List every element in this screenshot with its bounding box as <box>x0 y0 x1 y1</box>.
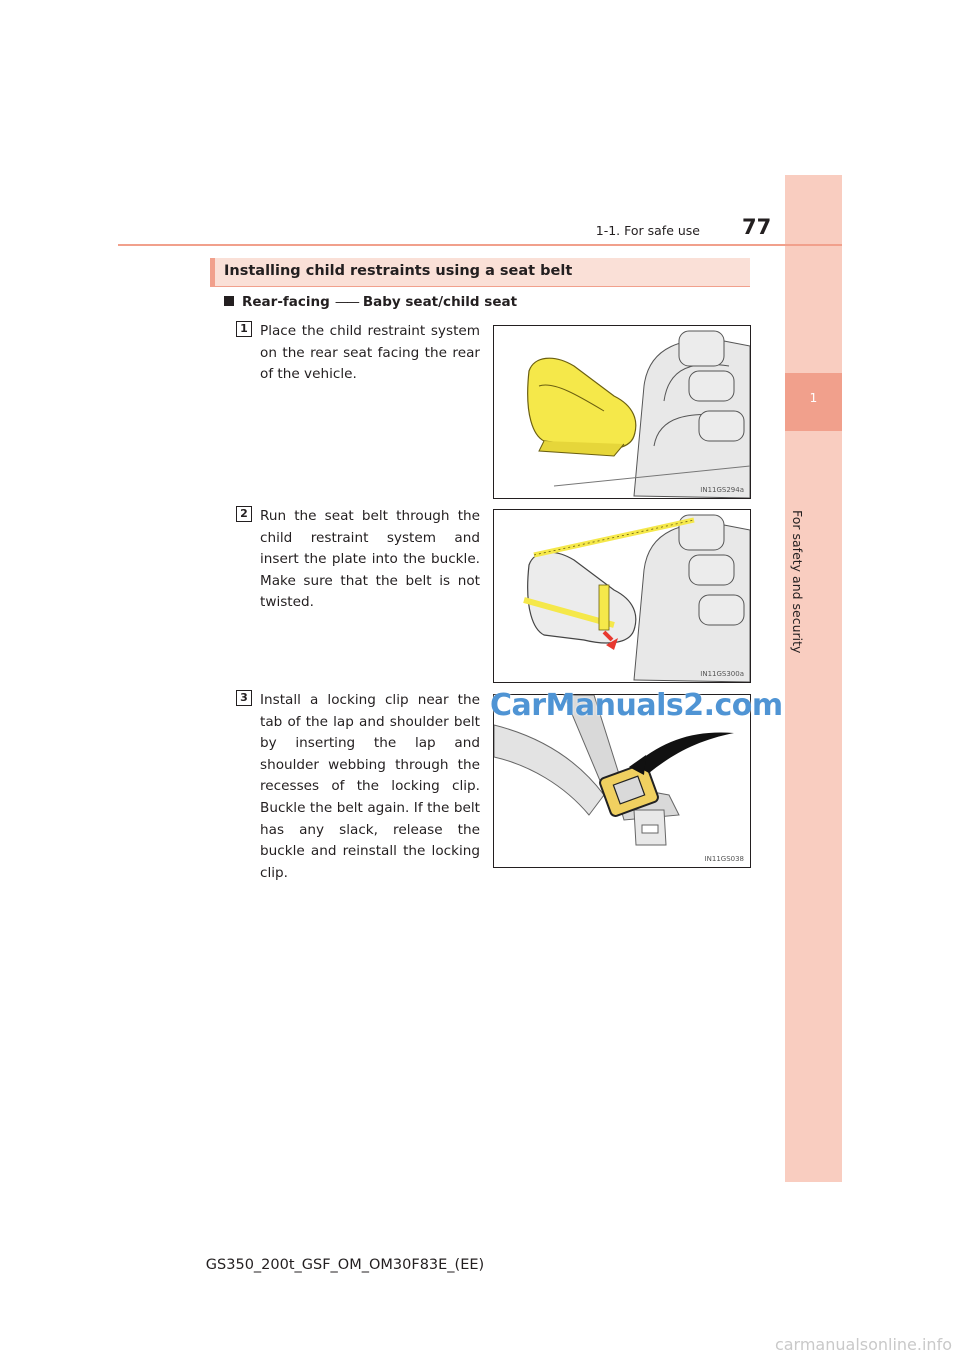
subheading <box>224 294 517 310</box>
footer-doc-code: GS350_200t_GSF_OM_OM30F83E_(EE) <box>205 1257 485 1273</box>
step-number-1: 1 <box>236 321 252 337</box>
subheading-dash: —— <box>334 294 358 310</box>
figure-code-2: IN11GS300a <box>700 670 744 678</box>
step-number-2: 2 <box>236 506 252 522</box>
header-section: 1-1. For safe use <box>595 223 700 238</box>
section-bar <box>210 258 750 287</box>
subheading-right: Baby seat/child seat <box>362 294 518 310</box>
figure-code-3: IN11GS038 <box>704 855 744 863</box>
chapter-title: For safety and security <box>790 510 805 654</box>
step-text-1: Place the child restraint system on the rear seat facing the rear of the vehicle. <box>260 323 480 383</box>
watermark-bottom: carmanualsonline.info <box>774 1335 952 1354</box>
chapter-number: 1 <box>809 391 818 405</box>
figure-step-1 <box>493 325 751 499</box>
step-number-3: 3 <box>236 690 252 706</box>
child-seat-illustration <box>494 326 750 498</box>
subheading-left: Rear-facing <box>242 294 330 310</box>
header-rule <box>118 244 842 246</box>
square-bullet-icon <box>224 296 234 306</box>
watermark-top: CarManuals2.com <box>490 688 783 723</box>
seat-belt-illustration <box>494 510 750 682</box>
side-strip <box>785 175 842 1182</box>
figure-code-1: IN11GS294a <box>700 486 744 494</box>
page-number: 77 <box>742 215 772 239</box>
section-title: Installing child restraints using a seat belt <box>224 263 573 279</box>
step-text-3: Install a locking clip near the tab of the lap and shoulder belt by inserting the lap and shoulder webbing through the recesses of the locking clip. Buckle the belt again. If the belt has any slack, release the buckle and reinstall the locking clip. <box>260 692 480 881</box>
figure-step-2 <box>493 509 751 683</box>
step-text-2: Run the seat belt through the child restraint system and insert the plate into the buckle. Make sure that the belt is not twisted. <box>260 508 480 611</box>
chapter-tab <box>785 373 842 431</box>
